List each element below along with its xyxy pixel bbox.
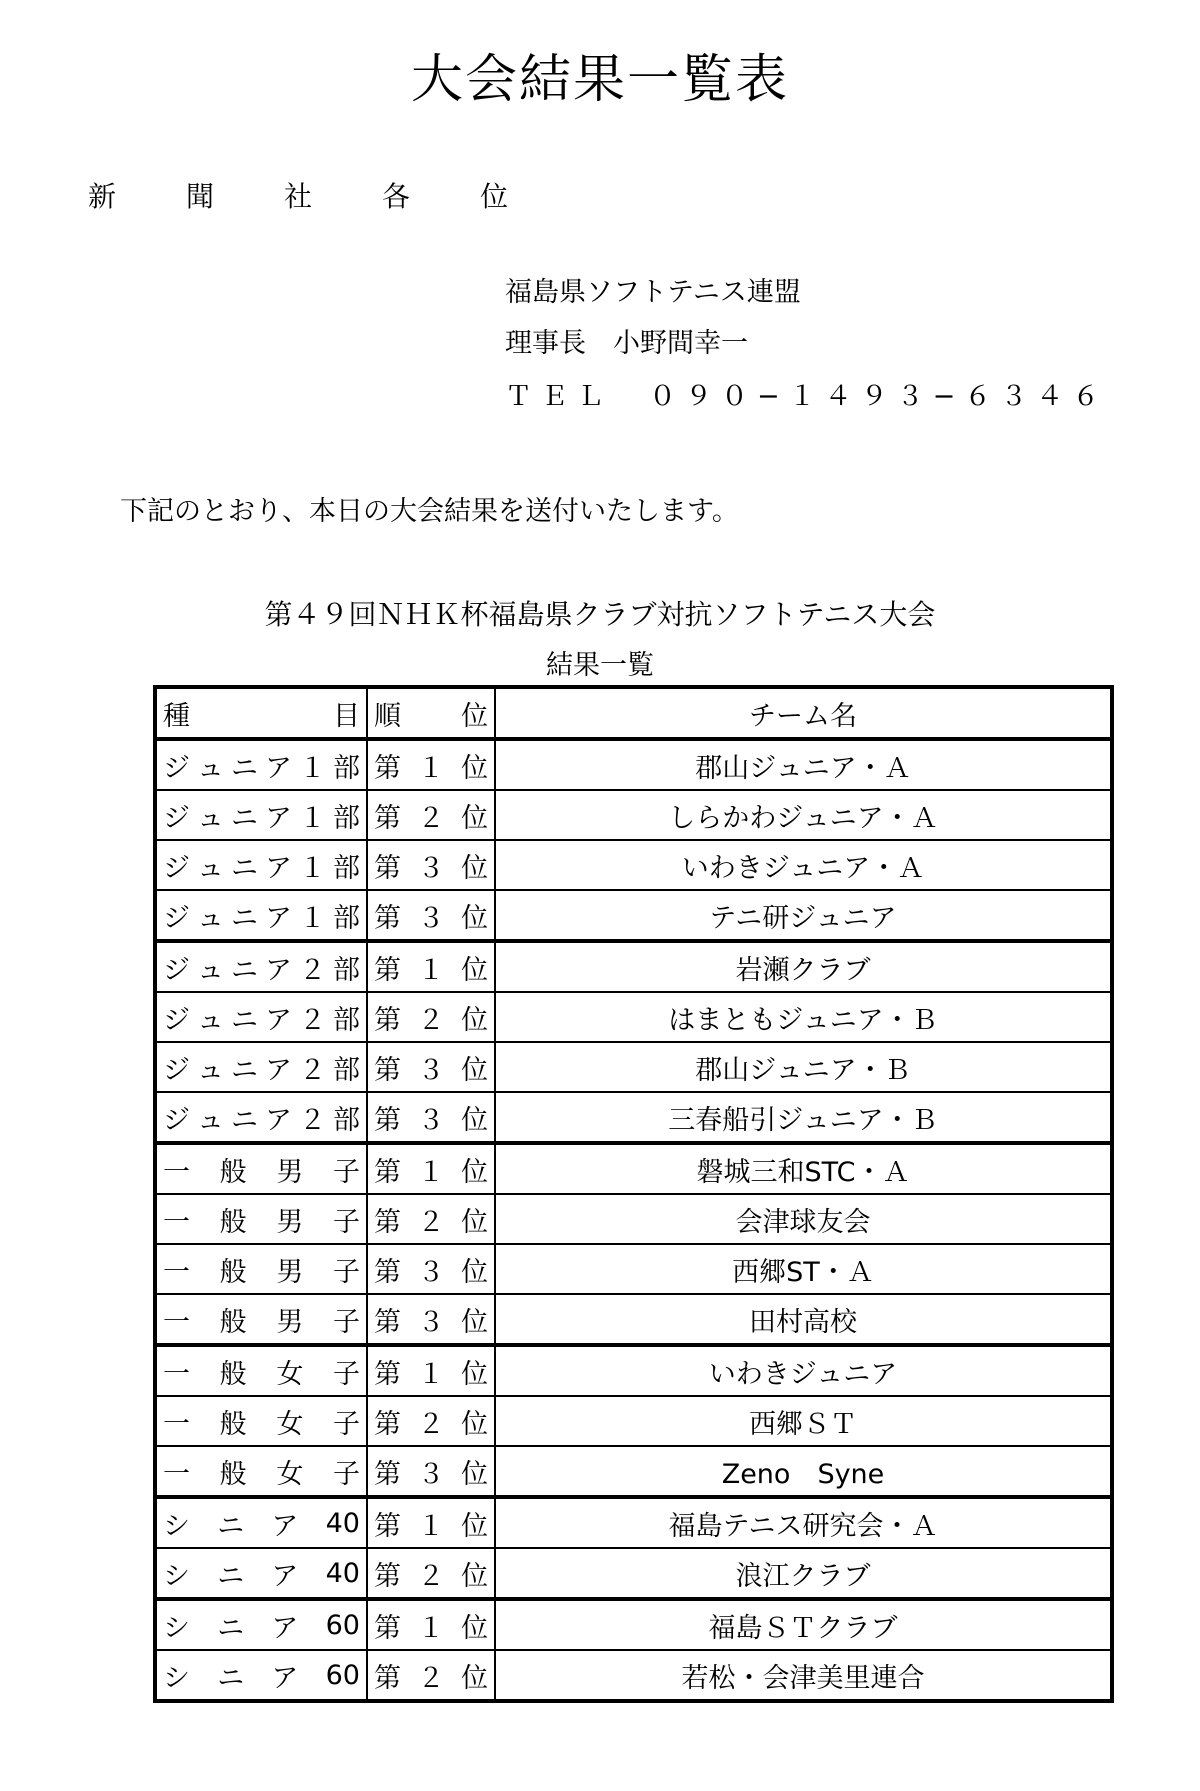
category-cell (155, 739, 367, 790)
category-char: 女 (276, 1458, 304, 1490)
category-char: 男 (276, 1206, 304, 1238)
category-char: ア (265, 852, 292, 884)
team-name-cell: いわきジュニア・Ａ (495, 840, 1112, 890)
table-row (155, 1194, 1112, 1244)
category-char: ニ (231, 954, 258, 986)
recipient-char: 各 (381, 180, 410, 213)
team-name-cell: 三春船引ジュニア・Ｂ (495, 1092, 1112, 1143)
category-cell (155, 890, 367, 941)
rank-cell (367, 1345, 495, 1396)
rank-char: 第 (374, 802, 401, 834)
rank-char: 第 (374, 1004, 401, 1036)
category-char: 部 (333, 802, 360, 834)
category-char: ニ (231, 1104, 258, 1136)
team-name-cell: 会津球友会 (495, 1194, 1112, 1244)
team-name-cell: いわきジュニア (495, 1345, 1112, 1396)
category-char: 一 (163, 1206, 190, 1238)
rank-cell (367, 1042, 495, 1092)
results-body (155, 739, 1112, 1701)
rank-char: 第 (374, 1054, 401, 1086)
category-char: 般 (219, 1156, 247, 1188)
rank-cell (367, 1548, 495, 1599)
category-char: ニ (217, 1560, 245, 1592)
category-char: 部 (333, 1054, 360, 1086)
category-char: 子 (332, 1156, 360, 1188)
rank-char: 位 (461, 802, 488, 834)
results-subtitle: 結果一覧 (546, 650, 654, 681)
header-team: チーム名 (495, 687, 1112, 739)
table-row (155, 1092, 1112, 1143)
category-char: ア (271, 1662, 299, 1694)
rank-char: ２ (417, 1662, 445, 1694)
rank-char: 第 (374, 752, 401, 784)
table-row (155, 739, 1112, 790)
category-char: 一 (163, 1256, 190, 1288)
rank-char: 位 (461, 902, 488, 934)
rank-char: 第 (374, 1104, 401, 1136)
intro-text: 下記のとおり、本日の大会結果を送付いたします。 (120, 496, 739, 527)
category-cell (155, 1548, 367, 1599)
category-char: ジ (163, 1054, 190, 1086)
rank-char: 位 (461, 1408, 488, 1440)
category-cell (155, 1599, 367, 1650)
table-row (155, 1650, 1112, 1701)
category-char: 子 (332, 1358, 360, 1390)
rank-char: ２ (417, 1004, 445, 1036)
category-char: ア (265, 1104, 292, 1136)
category-char: ュ (197, 752, 224, 784)
category-char: ア (271, 1510, 299, 1542)
category-char: ジ (163, 752, 190, 784)
rank-char: ３ (417, 852, 445, 884)
team-name-cell: 若松・会津美里連合 (495, 1650, 1112, 1701)
category-char: シ (163, 1612, 190, 1644)
category-char: ア (271, 1560, 299, 1592)
recipient-line (88, 177, 508, 217)
header-category-char: 種 (163, 700, 190, 732)
rank-cell (367, 941, 495, 992)
category-cell (155, 1244, 367, 1294)
rank-cell (367, 1650, 495, 1701)
category-char: ア (265, 902, 292, 934)
category-char: 子 (332, 1306, 360, 1338)
recipient-char: 新 (88, 180, 117, 213)
rank-char: ２ (417, 1408, 445, 1440)
category-char: ニ (217, 1510, 245, 1542)
category-char: ジ (163, 802, 190, 834)
sender-chairman: 理事長 小野間幸一 (505, 328, 748, 359)
rank-char: 位 (461, 1054, 488, 1086)
category-char: 子 (332, 1408, 360, 1440)
recipient-char: 社 (283, 180, 312, 213)
table-row (155, 1345, 1112, 1396)
rank-char: ２ (417, 1560, 445, 1592)
category-char: 60 (325, 1609, 360, 1641)
category-char: 一 (163, 1408, 190, 1440)
category-cell (155, 1042, 367, 1092)
category-char: 一 (163, 1156, 190, 1188)
team-name-cell: Zeno Syne (495, 1446, 1112, 1497)
table-row (155, 1396, 1112, 1446)
rank-char: ３ (417, 1256, 445, 1288)
category-char: ２ (299, 1054, 326, 1086)
team-name-cell: 郡山ジュニア・Ｂ (495, 1042, 1112, 1092)
table-row (155, 1599, 1112, 1650)
category-char: ア (265, 802, 292, 834)
rank-cell (367, 790, 495, 840)
category-char: 部 (333, 1104, 360, 1136)
rank-char: 位 (461, 852, 488, 884)
category-char: ニ (231, 752, 258, 784)
rank-char: ３ (417, 1458, 445, 1490)
rank-char: 位 (461, 1104, 488, 1136)
rank-cell (367, 840, 495, 890)
rank-char: ２ (417, 802, 445, 834)
category-char: ュ (197, 852, 224, 884)
category-char: 一 (163, 1358, 190, 1390)
header-rank-char: 順 (374, 700, 401, 732)
team-name-cell: 福島テニス研究会・Ａ (495, 1497, 1112, 1548)
table-row (155, 992, 1112, 1042)
category-char: ア (265, 954, 292, 986)
category-cell (155, 1345, 367, 1396)
category-char: ニ (231, 902, 258, 934)
category-cell (155, 992, 367, 1042)
header-category-char: 目 (333, 700, 360, 732)
rank-char: 第 (374, 1206, 401, 1238)
rank-char: １ (417, 752, 445, 784)
header-category (155, 687, 367, 739)
category-char: 40 (325, 1557, 360, 1589)
category-char: ュ (197, 954, 224, 986)
rank-char: 第 (374, 902, 401, 934)
category-char: 60 (325, 1659, 360, 1691)
rank-char: １ (417, 1358, 445, 1390)
rank-char: １ (417, 954, 445, 986)
category-char: ア (265, 1054, 292, 1086)
category-char: ニ (231, 1054, 258, 1086)
team-name-cell: しらかわジュニア・Ａ (495, 790, 1112, 840)
rank-char: 位 (461, 1306, 488, 1338)
category-char: シ (163, 1560, 190, 1592)
category-char: 子 (332, 1206, 360, 1238)
category-char: 一 (163, 1306, 190, 1338)
rank-char: 第 (374, 1306, 401, 1338)
category-cell (155, 840, 367, 890)
rank-char: ３ (417, 1306, 445, 1338)
category-char: ジ (163, 902, 190, 934)
results-table (153, 685, 1114, 1703)
category-cell (155, 1092, 367, 1143)
category-char: １ (299, 752, 326, 784)
rank-cell (367, 739, 495, 790)
category-cell (155, 1294, 367, 1345)
category-cell (155, 1194, 367, 1244)
table-row (155, 1497, 1112, 1548)
rank-char: ３ (417, 1054, 445, 1086)
table-row (155, 890, 1112, 941)
category-char: ニ (231, 852, 258, 884)
category-char: ニ (217, 1612, 245, 1644)
category-cell (155, 1650, 367, 1701)
category-char: 男 (276, 1156, 304, 1188)
table-row (155, 1042, 1112, 1092)
team-name-cell: 西郷ST・Ａ (495, 1244, 1112, 1294)
category-char: 般 (219, 1408, 247, 1440)
team-name-cell: 郡山ジュニア・Ａ (495, 739, 1112, 790)
rank-char: 位 (461, 1206, 488, 1238)
category-char: 女 (276, 1408, 304, 1440)
category-char: 女 (276, 1358, 304, 1390)
category-char: ュ (197, 1104, 224, 1136)
table-row (155, 941, 1112, 992)
rank-char: 第 (374, 954, 401, 986)
team-name-cell: 磐城三和STC・Ａ (495, 1143, 1112, 1194)
event-name: 第４９回ＮＨＫ杯福島県クラブ対抗ソフトテニス大会 (264, 598, 936, 631)
category-char: 般 (219, 1306, 247, 1338)
rank-char: 位 (461, 1510, 488, 1542)
sender-organization: 福島県ソフトテニス連盟 (505, 277, 801, 308)
rank-char: ２ (417, 1206, 445, 1238)
team-name-cell: はまともジュニア・Ｂ (495, 992, 1112, 1042)
team-name-cell: 岩瀬クラブ (495, 941, 1112, 992)
recipient-char: 聞 (185, 180, 214, 213)
rank-cell (367, 1092, 495, 1143)
category-char: ニ (217, 1662, 245, 1694)
category-char: ア (271, 1612, 299, 1644)
category-cell (155, 1396, 367, 1446)
rank-cell (367, 1599, 495, 1650)
team-name-cell: テニ研ジュニア (495, 890, 1112, 941)
table-row (155, 1548, 1112, 1599)
rank-char: 第 (374, 1156, 401, 1188)
category-char: ア (265, 1004, 292, 1036)
rank-char: 位 (461, 1156, 488, 1188)
rank-char: 位 (461, 1458, 488, 1490)
rank-char: 第 (374, 1458, 401, 1490)
recipient-char: 位 (479, 180, 508, 213)
category-char: 般 (219, 1256, 247, 1288)
rank-char: 第 (374, 1662, 401, 1694)
rank-char: 第 (374, 1612, 401, 1644)
rank-cell (367, 1194, 495, 1244)
rank-char: １ (417, 1612, 445, 1644)
category-char: ジ (163, 1004, 190, 1036)
category-char: ジ (163, 852, 190, 884)
rank-char: 位 (461, 954, 488, 986)
rank-char: 位 (461, 1560, 488, 1592)
team-name-cell: 福島ＳＴクラブ (495, 1599, 1112, 1650)
rank-char: 第 (374, 1358, 401, 1390)
category-char: 般 (219, 1458, 247, 1490)
category-char: ２ (299, 954, 326, 986)
rank-cell (367, 1143, 495, 1194)
table-row (155, 1294, 1112, 1345)
table-row (155, 1143, 1112, 1194)
rank-char: ３ (417, 1104, 445, 1136)
category-char: シ (163, 1510, 190, 1542)
category-char: ニ (231, 1004, 258, 1036)
category-char: ２ (299, 1104, 326, 1136)
category-char: ュ (197, 902, 224, 934)
category-char: ア (265, 752, 292, 784)
rank-char: １ (417, 1510, 445, 1542)
team-name-cell: 西郷ＳＴ (495, 1396, 1112, 1446)
category-char: 部 (333, 852, 360, 884)
team-name-cell: 田村高校 (495, 1294, 1112, 1345)
rank-char: 位 (461, 1256, 488, 1288)
rank-cell (367, 1294, 495, 1345)
category-char: 部 (333, 1004, 360, 1036)
category-char: シ (163, 1662, 190, 1694)
category-char: ュ (197, 802, 224, 834)
category-char: ュ (197, 1054, 224, 1086)
category-char: 40 (325, 1507, 360, 1539)
table-row (155, 840, 1112, 890)
category-char: ジ (163, 1104, 190, 1136)
category-cell (155, 1446, 367, 1497)
rank-cell (367, 1497, 495, 1548)
category-cell (155, 1143, 367, 1194)
category-char: １ (299, 852, 326, 884)
table-row (155, 790, 1112, 840)
rank-char: 位 (461, 1004, 488, 1036)
table-header-row (155, 687, 1112, 739)
sender-telephone: ＴＥＬ ０９０−１４９３−６３４６ (505, 381, 1109, 412)
header-rank (367, 687, 495, 739)
category-cell (155, 790, 367, 840)
category-char: 部 (333, 752, 360, 784)
category-cell (155, 941, 367, 992)
rank-char: 第 (374, 1408, 401, 1440)
category-char: １ (299, 902, 326, 934)
rank-char: ３ (417, 902, 445, 934)
rank-char: 位 (461, 1358, 488, 1390)
rank-char: １ (417, 1156, 445, 1188)
rank-char: 位 (461, 1612, 488, 1644)
table-row (155, 1446, 1112, 1497)
category-char: 一 (163, 1458, 190, 1490)
rank-cell (367, 1244, 495, 1294)
category-char: ２ (299, 1004, 326, 1036)
table-row (155, 1244, 1112, 1294)
rank-char: 第 (374, 1256, 401, 1288)
rank-char: 第 (374, 1510, 401, 1542)
header-rank-char: 位 (461, 700, 488, 732)
category-char: 子 (332, 1256, 360, 1288)
category-cell (155, 1497, 367, 1548)
category-char: 部 (333, 902, 360, 934)
rank-char: 第 (374, 1560, 401, 1592)
team-name-cell: 浪江クラブ (495, 1548, 1112, 1599)
rank-char: 位 (461, 1662, 488, 1694)
category-char: 男 (276, 1256, 304, 1288)
category-char: ジ (163, 954, 190, 986)
category-char: 子 (332, 1458, 360, 1490)
rank-cell (367, 1446, 495, 1497)
category-char: ニ (231, 802, 258, 834)
rank-cell (367, 992, 495, 1042)
category-char: 般 (219, 1358, 247, 1390)
document-title: 大会結果一覧表 (410, 50, 789, 110)
category-char: 部 (333, 954, 360, 986)
rank-char: 位 (461, 752, 488, 784)
rank-cell (367, 890, 495, 941)
rank-cell (367, 1396, 495, 1446)
category-char: 般 (219, 1206, 247, 1238)
category-char: ュ (197, 1004, 224, 1036)
rank-char: 第 (374, 852, 401, 884)
category-char: １ (299, 802, 326, 834)
category-char: 男 (276, 1306, 304, 1338)
